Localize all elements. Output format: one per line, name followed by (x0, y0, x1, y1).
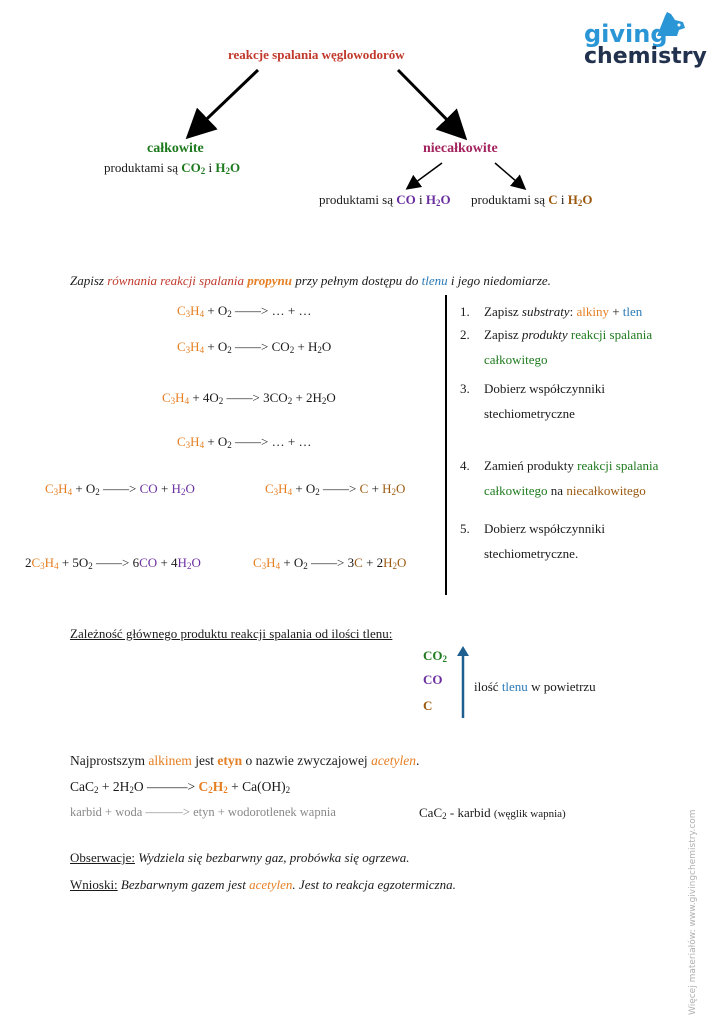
observations: Obserwacje: Wydziela się bezbarwny gaz, probówka się ogrzewa. (70, 850, 410, 865)
dependence-title: Zależność głównego produktu reakcji spalania od ilości tlenu: (70, 626, 393, 641)
equation-4: $C_3H_4 + O_2$ ——> … + … (177, 434, 312, 450)
arrow-to-incomplete (398, 70, 463, 136)
label-co: CO (423, 672, 443, 687)
arrow-to-complete (190, 70, 258, 135)
equation-2: $C_3H_4 + O_2$ ——> $CO_2 + H_2O$ (177, 339, 332, 355)
steps-divider (445, 295, 447, 595)
carbide-word-equation: karbid + woda ———> etyn + wodorotlenek wapnia (70, 805, 336, 819)
incomplete-products-c: produktami są C i $H_2O$ (471, 192, 593, 208)
task-instruction: Zapisz równania reakcji spalania propynu przy pełnym dostępu do tlenu i jego niedomiarze. (70, 273, 551, 288)
arrow-to-co (408, 163, 442, 188)
complete-products: produktami są $CO_2$ i $H_2O$ (104, 160, 241, 176)
carbide-definition: CaC$_2$ - karbid (węglik wapnia) (419, 805, 566, 821)
label-co2: $CO_2$ (423, 648, 447, 664)
acetylene-intro: Najprostszym alkinem jest etyn o nazwie zwyczajowej acetylen. (70, 753, 420, 768)
equation-7: $2C_3H_4 + 5O_2$ ——> $6CO + 4H_2O$ (25, 555, 201, 571)
equation-1: $C_3H_4 + O_2$ ——> … + … (177, 303, 312, 319)
logo-text-chemistry: chemistry (584, 44, 707, 69)
complete-heading: całkowite (147, 141, 204, 156)
equation-8: $C_3H_4 + O_2$ ——> $3C + 2H_2O$ (253, 555, 407, 571)
diagram-title: reakcje spalania węglowodorów (228, 47, 405, 62)
incomplete-heading: niecałkowite (423, 141, 498, 156)
oxygen-amount-arrow (456, 644, 470, 720)
equation-3: $C_3H_4 + 4O_2$ ——> $3CO_2 + 2H_2O$ (162, 390, 336, 406)
carbide-equation: $CaC_2 + 2H_2O$ ———> $C_2H_2 + Ca(OH)_2$ (70, 779, 291, 795)
conclusions: Wnioski: Bezbarwnym gazem jest acetylen. Jest to reakcja egzotermiczna. (70, 877, 456, 892)
label-c: C (423, 698, 433, 713)
equation-5: $C_3H_4 + O_2$ ——> CO + $H_2O$ (45, 481, 195, 497)
incomplete-products-co: produktami są CO i $H_2O$ (319, 192, 451, 208)
logo-text-giving: giving (584, 20, 668, 48)
watermark: Więcej materiałów: www.givingchemistry.com (688, 809, 698, 1015)
arrow-to-c (495, 163, 524, 188)
oxygen-amount-label: ilość tlenu w powietrzu (474, 679, 596, 694)
equation-6: $C_3H_4 + O_2$ ——> $C + H_2O$ (265, 481, 406, 497)
